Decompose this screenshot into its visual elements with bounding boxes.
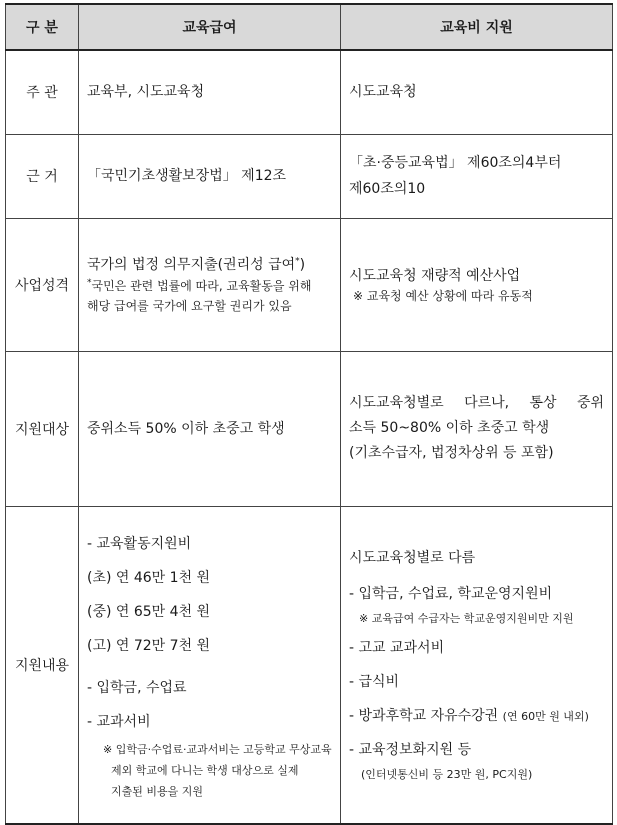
support-item-info-note: (인터넷통신비 등 23만 원, PC지원) — [361, 767, 533, 781]
support-item-admission: - 입학금, 수업료, 학교운영지원비 — [349, 585, 553, 602]
support-item-meal: - 급식비 — [349, 673, 400, 690]
supervisor-edu-benefit: 교육부, 시도교육청 — [79, 50, 341, 134]
row-label-nature: 사업성격 — [6, 218, 79, 351]
benefit-middle: (중) 연 65만 4천 원 — [87, 604, 211, 621]
support-item-admission-note: ※ 교육급여 수급자는 학교운영지원비만 지원 — [359, 611, 574, 625]
benefit-item-admission: - 입학금, 수업료 — [87, 680, 187, 697]
target-support-line-1: 시도교육청별로 다르나, 통상 중위 — [349, 395, 604, 411]
support-intro: 시도교육청별로 다름 — [349, 549, 476, 566]
benefit-note-1: ※ 입학금·수업료·교과서비는 고등학교 무상교육 — [103, 743, 332, 757]
nature-benefit-note-1: *국민은 관련 법률에 따라, 교육활동을 위해 — [87, 277, 312, 293]
nature-edu-benefit — [79, 218, 341, 351]
basis-support-line-2: 제60조의10 — [349, 181, 426, 197]
target-support-line-2: 소득 50~80% 이하 초중고 학생 — [349, 420, 550, 436]
basis-edu-benefit: 「국민기초생활보장법」 제12조 — [79, 134, 341, 218]
row-supervisor — [6, 50, 613, 134]
nature-benefit-main: 국가의 법정 의무지출(권리성 급여*) — [87, 255, 306, 273]
basis-support-line-1: 「초·중등교육법」 제60조의4부터 — [349, 155, 562, 171]
nature-benefit-note-2: 해당 급여를 국가에 요구할 권리가 있음 — [87, 298, 292, 313]
nature-edu-support — [341, 218, 613, 351]
benefit-note-3: 지출된 비용을 지원 — [111, 785, 204, 799]
support-item-afterschool-note: (연 60만 원 내외) — [502, 709, 589, 723]
header-row — [6, 4, 613, 50]
row-label-basis: 근 거 — [6, 134, 79, 218]
header-edu-support: 교육비 지원 — [341, 4, 613, 50]
support-item-afterschool: - 방과후학교 자유수강권 (연 60만 원 내외) — [349, 707, 589, 724]
nature-support-main: 시도교육청 재량적 예산사업 — [349, 267, 521, 284]
content-edu-support — [341, 506, 613, 824]
benefit-high: (고) 연 72만 7천 원 — [87, 638, 211, 655]
row-nature — [6, 218, 613, 351]
support-item-info: - 교육정보화지원 등 — [349, 741, 472, 758]
spacer — [87, 663, 332, 671]
row-basis — [6, 134, 613, 218]
spacer — [349, 572, 604, 580]
benefit-elementary: (초) 연 46만 1천 원 — [87, 570, 211, 587]
header-edu-benefit: 교육급여 — [79, 4, 341, 50]
benefit-item-activity: - 교육활동지원비 — [87, 536, 192, 553]
supervisor-edu-support: 시도교육청 — [341, 50, 613, 134]
basis-edu-support — [341, 134, 613, 218]
row-content — [6, 506, 613, 824]
content-edu-benefit — [79, 506, 341, 824]
row-label-supervisor: 주 관 — [6, 50, 79, 134]
support-item-textbook: - 고교 교과서비 — [349, 639, 445, 656]
row-label-content: 지원내용 — [6, 506, 79, 824]
row-label-target: 지원대상 — [6, 351, 79, 506]
row-target — [6, 351, 613, 506]
target-edu-benefit: 중위소득 50% 이하 초중고 학생 — [79, 351, 341, 506]
benefit-note-2: 제외 학교에 다니는 학생 대상으로 실제 — [111, 764, 299, 778]
comparison-table — [5, 3, 613, 825]
nature-support-note: ※ 교육청 예산 상황에 따라 유동적 — [353, 288, 533, 303]
target-support-line-3: (기초수급자, 법정차상위 등 포함) — [349, 445, 554, 461]
benefit-item-textbook: - 교과서비 — [87, 714, 151, 731]
target-edu-support — [341, 351, 613, 506]
header-category: 구 분 — [6, 4, 79, 50]
